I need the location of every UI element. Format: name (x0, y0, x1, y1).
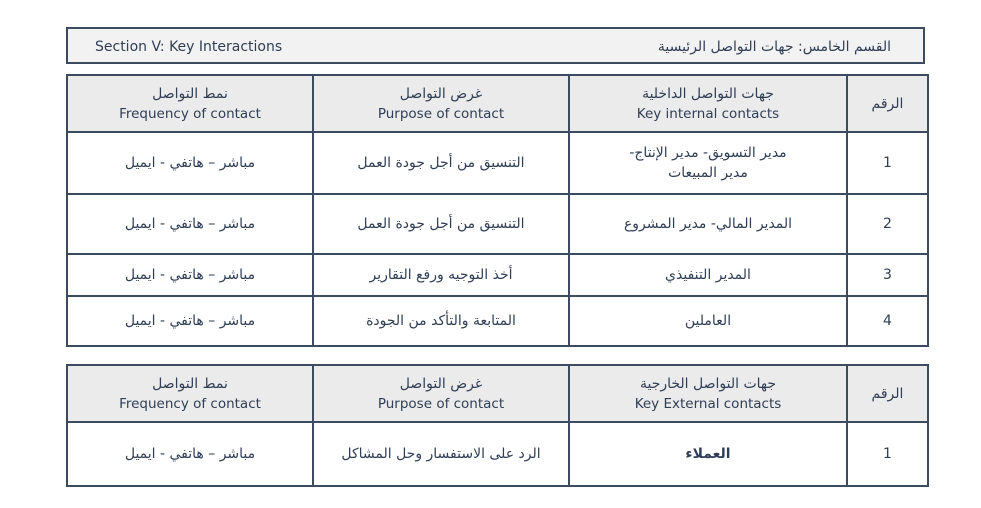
frequency-cell: مباشر – هاتفي - ايميل (67, 422, 313, 486)
section-header (66, 27, 925, 64)
header-frequency: نمط التواصل Frequency of contact (67, 365, 313, 422)
header-number: الرقم (847, 75, 928, 132)
table-row (67, 296, 928, 346)
table-row (67, 132, 928, 194)
table-header-row (67, 75, 928, 132)
internal-contacts-table (66, 74, 929, 347)
header-contacts: جهات التواصل الداخلية Key internal contacts (569, 75, 847, 132)
number-cell: 2 (847, 194, 928, 254)
purpose-cell: المتابعة والتأكد من الجودة (313, 296, 569, 346)
table-row (67, 422, 928, 486)
contact-cell: مدير التسويق- مدير الإنتاج- مدير المبيعات (569, 132, 847, 194)
table-header-row (67, 365, 928, 422)
number-cell: 3 (847, 254, 928, 296)
purpose-cell: الرد على الاستفسار وحل المشاكل (313, 422, 569, 486)
contact-cell: العاملين (569, 296, 847, 346)
number-cell: 1 (847, 132, 928, 194)
section-title-ar: القسم الخامس: جهات التواصل الرئيسية (657, 39, 891, 55)
contact-cell: المدير التنفيذي (569, 254, 847, 296)
header-contacts: جهات التواصل الخارجية Key External contacts (569, 365, 847, 422)
external-contacts-table (66, 364, 929, 487)
header-purpose: غرض التواصل Purpose of contact (313, 75, 569, 132)
frequency-cell: مباشر – هاتفي - ايميل (67, 296, 313, 346)
number-cell: 1 (847, 422, 928, 486)
table-row (67, 254, 928, 296)
purpose-cell: التنسيق من أجل جودة العمل (313, 194, 569, 254)
frequency-cell: مباشر – هاتفي - ايميل (67, 132, 313, 194)
purpose-cell: أخذ التوجيه ورفع التقارير (313, 254, 569, 296)
contact-cell: المدير المالي- مدير المشروع (569, 194, 847, 254)
section-title-en: Section V: Key Interactions (95, 39, 283, 55)
header-frequency: نمط التواصل Frequency of contact (67, 75, 313, 132)
header-purpose: غرض التواصل Purpose of contact (313, 365, 569, 422)
frequency-cell: مباشر – هاتفي - ايميل (67, 194, 313, 254)
table-row (67, 194, 928, 254)
purpose-cell: التنسيق من أجل جودة العمل (313, 132, 569, 194)
contact-cell: العملاء (569, 422, 847, 486)
header-number: الرقم (847, 365, 928, 422)
number-cell: 4 (847, 296, 928, 346)
frequency-cell: مباشر – هاتفي - ايميل (67, 254, 313, 296)
